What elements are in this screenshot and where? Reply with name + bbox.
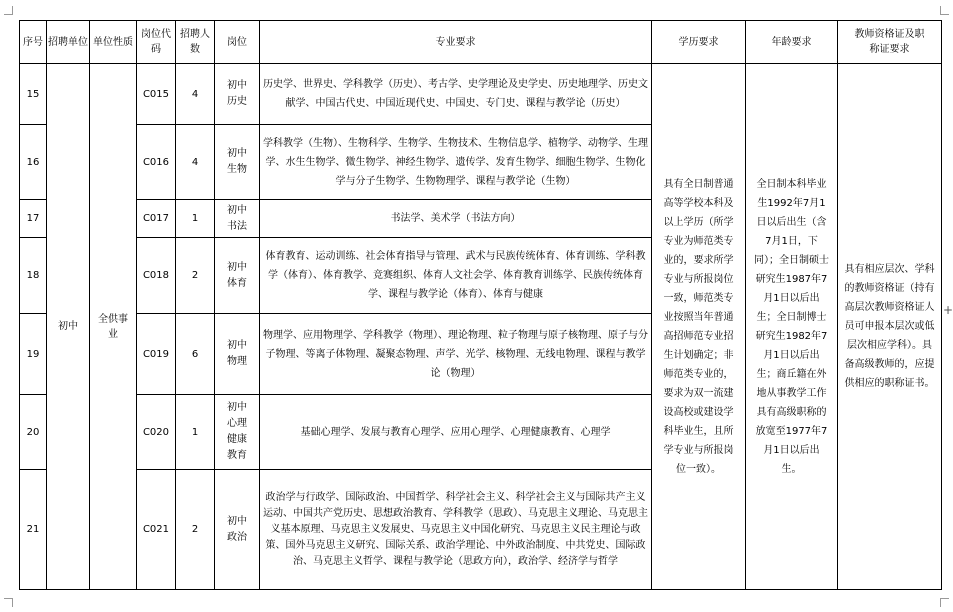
cell-count: 2 [176,470,215,590]
cell-count: 1 [176,200,215,238]
corner-mark-bottom-left [4,598,13,607]
header-cert: 教师资格证及职称证要求 [838,21,942,64]
header-edu: 学历要求 [652,21,746,64]
cell-count: 4 [176,125,215,200]
corner-mark-top-right [940,6,949,15]
cell-edu: 具有全日制普通高等学校本科及以上学历（所学专业为师范类专业的，要求所学专业与所报岗位一致，师范类专业按照当年普通高招师范专业招生计划确定；非师范类专业的，要求为双一流建设高校或建设学科毕业生，且所学专业与所报岗位一致）。 [652,64,746,590]
cell-seq: 20 [20,395,47,470]
cell-seq: 17 [20,200,47,238]
cell-count: 6 [176,314,215,395]
cell-code: C017 [137,200,176,238]
cell-unit: 初中 [47,64,90,590]
cell-count: 1 [176,395,215,470]
cell-age: 全日制本科毕业生1992年7月1日以后出生（含7月1日，下同）；全日制硕士研究生1987年7月1日以后出生；全日制博士研究生1982年7月1日以后出生；商丘籍在外地从事教学工作具有高级职称的放宽至1977年7月1日以后出生。 [746,64,838,590]
table-resize-handle[interactable]: + [943,303,953,317]
cell-seq: 19 [20,314,47,395]
cell-code: C020 [137,395,176,470]
cell-seq: 15 [20,64,47,125]
cell-major: 基础心理学、发展与教育心理学、应用心理学、心理健康教育、心理学 [260,395,652,470]
recruitment-table [19,20,942,590]
cell-code: C019 [137,314,176,395]
cell-major: 历史学、世界史、学科教学（历史）、考古学、史学理论及史学史、历史地理学、历史文献学、中国古代史、中国近现代史、中国史、专门史、课程与教学论（历史） [260,64,652,125]
cell-post: 初中历史 [215,64,260,125]
cell-count: 2 [176,238,215,314]
header-row [20,21,942,64]
corner-mark-top-left [4,6,13,15]
cell-post: 初中书法 [215,200,260,238]
cell-seq: 16 [20,125,47,200]
cell-count: 4 [176,64,215,125]
table-row [20,64,942,125]
cell-post: 初中政治 [215,470,260,590]
cell-major: 政治学与行政学、国际政治、中国哲学、科学社会主义、科学社会主义与国际共产主义运动、中国共产党历史、思想政治教育、学科教学（思政）、马克思主义理论、马克思主义基本原理、马克思主义发展史、马克思主义中国化研究、马克思主义民主理论与政策、国外马克思主义研究、国际关系、政治学理论、中外政治制度、中共党史、国际政治、马克思主义哲学、课程与教学论（思政方向），政治学、经济学与哲学 [260,470,652,590]
cell-post: 初中体育 [215,238,260,314]
cell-code: C018 [137,238,176,314]
cell-seq: 18 [20,238,47,314]
header-seq: 序号 [20,21,47,64]
cell-major: 书法学、美术学（书法方向） [260,200,652,238]
cell-major: 物理学、应用物理学、学科教学（物理）、理论物理、粒子物理与原子核物理、原子与分子物理、等离子体物理、凝聚态物理、声学、光学、核物理、无线电物理、课程与教学论（物理） [260,314,652,395]
header-unit: 招聘单位 [47,21,90,64]
corner-mark-bottom-right [940,598,949,607]
header-nature: 单位性质 [90,21,137,64]
cell-seq: 21 [20,470,47,590]
cell-post: 初中心理健康教育 [215,395,260,470]
header-post: 岗位 [215,21,260,64]
cell-code: C016 [137,125,176,200]
cell-major: 体育教育、运动训练、社会体育指导与管理、武术与民族传统体育、体育训练、学科教学（体育）、体育教学、竞赛组织、体育人文社会学、体育教育训练学、民族传统体育学、课程与教学论（体育）、体育与健康 [260,238,652,314]
cell-major: 学科教学（生物）、生物科学、生物学、生物技术、生物信息学、植物学、动物学、生理学、水生生物学、微生物学、神经生物学、遗传学、发育生物学、细胞生物学、生物化学与分子生物学、生物物理学、课程与教学论（生物） [260,125,652,200]
cell-post: 初中生物 [215,125,260,200]
header-age: 年龄要求 [746,21,838,64]
cell-post: 初中物理 [215,314,260,395]
header-code: 岗位代码 [137,21,176,64]
header-major: 专业要求 [260,21,652,64]
cell-cert: 具有相应层次、学科的教师资格证（持有高层次教师资格证人员可申报本层次或低层次相应学科）。具备高级教师的，应提供相应的职称证书。 [838,64,942,590]
cell-code: C015 [137,64,176,125]
cell-code: C021 [137,470,176,590]
cell-nature: 全供事业 [90,64,137,590]
header-count: 招聘人数 [176,21,215,64]
